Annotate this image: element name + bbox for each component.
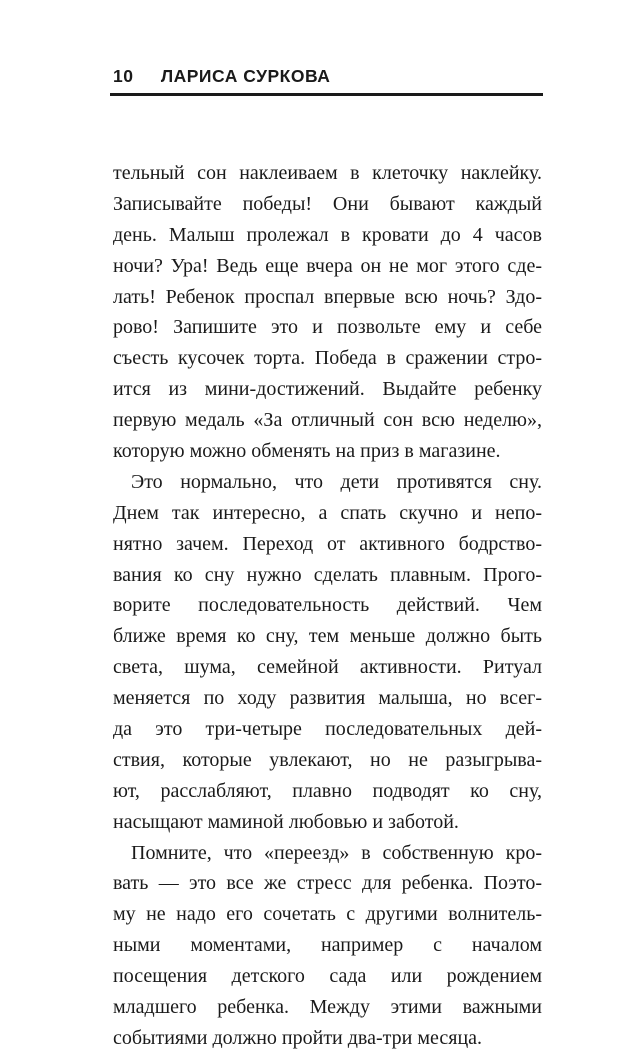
text-line: первую медаль «За отличный сон всю неделю», (113, 409, 542, 432)
page-number: 10 (113, 66, 134, 86)
text-line: лать! Ребенок проспал впервые всю ночь? Здо- (113, 285, 542, 308)
text-line: Помните, что «переезд» в собственную кро- (131, 841, 542, 864)
text-line: событиями должно пройти два-три месяца. (113, 1026, 483, 1049)
running-head (113, 66, 543, 92)
text-line: ствия, которые увлекают, но не разыгрыва- (113, 748, 542, 771)
text-line: му не надо его сочетать с другими волнитель- (113, 903, 542, 926)
text-line: да это три-четыре последовательных дей- (113, 718, 542, 741)
text-line: посещения детского сада или рождением (113, 965, 542, 988)
text-line: меняется по ходу развития малыша, но всег- (113, 687, 542, 710)
text-line: насыщают маминой любовью и заботой. (113, 810, 459, 833)
text-line: нятно зачем. Переход от активного бодрство- (113, 532, 542, 555)
text-line: тельный сон наклеиваем в клеточку наклейку. (113, 162, 542, 184)
text-line: Днем так интересно, а спать скучно и непо- (113, 501, 542, 524)
text-line: вать — это все же стресс для ребенка. Поэто- (113, 872, 542, 895)
text-line: ными моментами, например с началом (113, 934, 542, 957)
text-line: ближе время ко сну, тем меньше должно быть (113, 625, 542, 648)
text-line: рово! Запишите это и позвольте ему и себе (113, 316, 542, 339)
text-line: Это нормально, что дети противятся сну. (131, 470, 542, 493)
text-line: ится из мини-достижений. Выдайте ребенку (113, 378, 542, 401)
author-name: ЛАРИСА СУРКОВА (160, 66, 331, 86)
text-line: Записывайте победы! Они бывают каждый (113, 192, 542, 215)
body-text (113, 158, 542, 1054)
text-line: день. Малыш пролежал в кровати до 4 часов (113, 223, 542, 246)
text-line: света, шума, семейной активности. Ритуал (113, 656, 542, 679)
text-line: съесть кусочек торта. Победа в сражении стро- (113, 347, 542, 370)
text-line: ют, расслабляют, плавно подводят ко сну, (113, 779, 542, 802)
text-line: которую можно обменять на приз в магазине. (113, 440, 501, 463)
text-line: младшего ребенка. Между этими важными (113, 996, 542, 1019)
text-line: ворите последовательность действий. Чем (113, 594, 542, 617)
header-rule (110, 93, 543, 96)
text-line: ночи? Ура! Ведь еще вчера он не мог этого сде- (113, 254, 542, 277)
text-line: вания ко сну нужно сделать плавным. Прого- (113, 563, 542, 586)
